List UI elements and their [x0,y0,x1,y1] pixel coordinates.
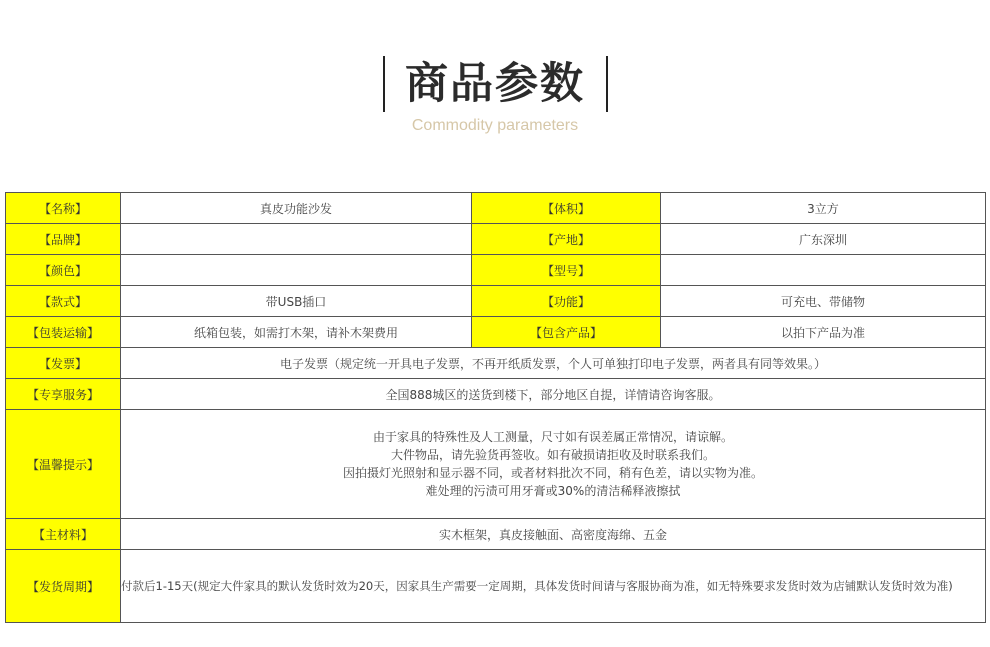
tip-line: 因拍摄灯光照射和显示器不同，或者材料批次不同，稍有色差，请以实物为准。 [342,466,763,480]
volume-label: 【体积】 [472,193,661,224]
page-subtitle: Commodity parameters [411,117,579,134]
table-row [6,410,986,519]
packaging-label: 【包装运输】 [6,317,121,348]
page-title: 商品参数 [405,59,585,109]
brand-label: 【品牌】 [6,224,121,255]
brand-value [121,224,472,255]
table-row [6,379,986,410]
table-row [6,550,986,623]
style-value: 带USB插口 [121,286,472,317]
table-row [6,348,986,379]
table-row [6,519,986,550]
model-value [661,255,986,286]
tip-line: 由于家具的特殊性及人工测量，尺寸如有误差属正常情况，请谅解。 [372,430,733,444]
tip-line: 难处理的污渍可用牙膏或30%的清洁稀释液擦拭 [425,484,681,498]
table-row [6,317,986,348]
material-value: 实木框架，真皮接触面、高密度海绵、五金 [121,519,986,550]
tips-value [121,410,986,519]
name-label: 【名称】 [6,193,121,224]
model-label: 【型号】 [472,255,661,286]
table-row [6,224,986,255]
shipping-label: 【发货周期】 [6,550,121,623]
color-value [121,255,472,286]
packaging-value: 纸箱包装，如需打木架，请补木架费用 [121,317,472,348]
parameters-table [5,192,986,623]
service-label: 【专享服务】 [6,379,121,410]
function-label: 【功能】 [472,286,661,317]
invoice-label: 【发票】 [6,348,121,379]
service-value: 全国888城区的送货到楼下，部分地区自提，详情请咨询客服。 [121,379,986,410]
title-divider-right [606,56,608,112]
name-value: 真皮功能沙发 [121,193,472,224]
shipping-value: 付款后1-15天(规定大件家具的默认发货时效为20天，因家具生产需要一定周期，具体发货时间请与客服协商为准，如无特殊要求发货时效为店铺默认发货时效为准) [121,550,986,623]
includes-label: 【包含产品】 [472,317,661,348]
table-row [6,286,986,317]
style-label: 【款式】 [6,286,121,317]
origin-value: 广东深圳 [661,224,986,255]
tips-label: 【温馨提示】 [6,410,121,519]
title-divider-left [383,56,385,112]
volume-value: 3立方 [661,193,986,224]
function-value: 可充电、带储物 [661,286,986,317]
table-row [6,193,986,224]
includes-value: 以拍下产品为准 [661,317,986,348]
color-label: 【颜色】 [6,255,121,286]
section-header [0,0,990,150]
material-label: 【主材料】 [6,519,121,550]
table-row [6,255,986,286]
tip-line: 大件物品，请先验货再签收。如有破损请拒收及时联系我们。 [390,448,715,462]
invoice-value: 电子发票（规定统一开具电子发票，不再开纸质发票，个人可单独打印电子发票，两者具有同等效果。） [121,348,986,379]
origin-label: 【产地】 [472,224,661,255]
